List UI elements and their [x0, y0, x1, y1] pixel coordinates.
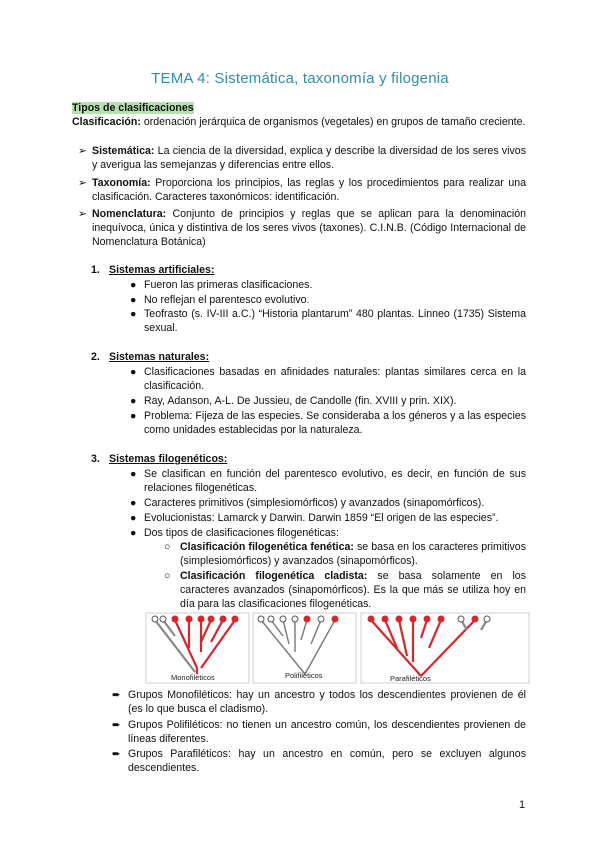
arrowhead-icon: ➢ [78, 145, 87, 157]
list-item-text: Fueron las primeras clasificaciones. [144, 279, 313, 291]
list-item-text: Caracteres primitivos (simplesiomórficos) y avanzados (sinapomórficos). [144, 497, 485, 509]
section-number: 1. [91, 264, 100, 276]
sub-item-text: se basa en los caracteres primitivos (simplesiomórficos) y avanzados (sinapomórficos). [180, 541, 526, 567]
section-title-artificiales [91, 263, 214, 277]
sub-list-item [164, 540, 526, 568]
section-title-text: Sistemas filogenéticos: [109, 453, 228, 465]
list-item-text: Ray, Adanson, A-L. De Jussieu, de Candolle (fin. XVIII y prin. XIX). [144, 395, 457, 407]
cladogram-parafileticos [361, 613, 529, 683]
sub-item-term: Clasificación filogenética cladista: [180, 570, 368, 582]
section-title-text: Sistemas naturales: [109, 351, 210, 363]
bullet-icon: ● [130, 308, 137, 320]
group-text: Grupos Monofiléticos: hay un ancestro y todos los descendientes provienen de él (es lo que busca el cladismo). [128, 689, 526, 715]
group-text: Grupos Polifiléticos: no tienen un ancestro común, los descendientes provienen de líneas diferentes. [128, 719, 526, 745]
list-item-text: Teofrasto (s. IV-III a.C.) “Historia plantarum” 480 plantas. Linneo (1735) Sistema sexual. [144, 308, 526, 334]
arrow-right-icon: ➨ [112, 689, 121, 701]
cladogram-svg [145, 612, 530, 684]
clasificacion-term: Clasificación: [72, 116, 141, 128]
list-item [130, 307, 526, 335]
bullet-icon: ● [130, 366, 137, 378]
list-item-text: Evolucionistas: Lamarck y Darwin. Darwin 1859 “El origen de las especies”. [144, 512, 499, 524]
bullet-icon: ● [130, 294, 137, 306]
list-item-text: Dos tipos de clasificaciones filogenéticas: [144, 527, 339, 539]
list-item [130, 278, 526, 292]
arrow-right-icon: ➨ [112, 748, 121, 760]
clasificacion-text: ordenación jerárquica de organismos (vegetales) en grupos de tamaño creciente. [143, 116, 526, 128]
definition-term: Sistemática: [92, 145, 155, 157]
list-item [130, 365, 526, 393]
section-title-filogeneticos [91, 452, 227, 466]
section-number: 3. [91, 453, 100, 465]
arrowhead-icon: ➢ [78, 177, 87, 189]
sub-list-item [164, 569, 526, 611]
bullet-icon: ● [130, 395, 137, 407]
list-item-text: Se clasifican en función del parentesco evolutivo, es decir, en función de sus relaciones filogenéticas. [144, 468, 526, 494]
section-title-naturales [91, 350, 209, 364]
definition-item [78, 176, 526, 204]
arrow-right-icon: ➨ [112, 719, 121, 731]
list-item [130, 511, 526, 525]
definition-term: Nomenclatura: [92, 208, 167, 220]
list-item [130, 293, 526, 307]
bullet-icon: ● [130, 410, 137, 422]
section-number: 2. [91, 351, 100, 363]
list-item-text: No reflejan el parentesco evolutivo. [144, 294, 310, 306]
section-title-text: Sistemas artificiales: [109, 264, 215, 276]
section-heading-text: Tipos de clasificaciones [72, 102, 194, 114]
group-item [112, 718, 526, 746]
bullet-icon: ● [130, 279, 137, 291]
cladogram-figure [145, 612, 530, 684]
list-item [130, 496, 526, 510]
bullet-icon: ● [130, 497, 137, 509]
page-number: 1 [519, 799, 526, 811]
bullet-icon: ● [130, 468, 137, 480]
list-item [130, 467, 526, 495]
list-item-text: Problema: Fijeza de las especies. Se consideraba a los géneros y a las especies como unidades establecidas por la naturaleza. [144, 410, 526, 436]
arrowhead-icon: ➢ [78, 208, 87, 220]
definition-text: La ciencia de la diversidad, explica y describe la diversidad de los seres vivos y averigua las semejanzas y diferencias entre ellos. [92, 145, 526, 171]
list-item-text: Clasificaciones basadas en afinidades naturales: plantas similares cerca en la clasificación. [144, 366, 526, 392]
group-text: Grupos Parafiléticos: hay un ancestro en común, pero se excluyen algunos descendientes. [128, 748, 526, 774]
list-item [130, 394, 526, 408]
group-item [112, 747, 526, 775]
group-item [112, 688, 526, 716]
list-item [130, 526, 526, 540]
figure-label-monofileticos: Monofiléticos [171, 673, 215, 682]
bullet-icon: ● [130, 512, 137, 524]
definition-item [78, 207, 526, 249]
definition-term: Taxonomía: [92, 177, 151, 189]
clasificacion-paragraph [72, 115, 526, 129]
sub-item-term: Clasificación filogenética fenética: [180, 541, 354, 553]
list-item [130, 409, 526, 437]
sub-item-text: se basa solamente en los caracteres avanzados (sinapomórficos). Es la que más se utiliza hoy en día para las clasificaciones filogenéticas. [180, 570, 526, 610]
definition-item [78, 144, 526, 172]
section-heading [72, 101, 194, 115]
figure-label-parafileticos: Parafiléticos [390, 674, 431, 683]
page-title: TEMA 4: Sistemática, taxonomía y filogenia [151, 70, 449, 87]
definition-text: Proporciona los principios, las reglas y los procedimientos para realizar una clasificación. Caracteres taxonómicos: identificación. [92, 177, 526, 203]
definition-text: Conjunto de principios y reglas que se aplican para la denominación inequívoca, única y distintiva de los seres vivos (taxones). C.I.N.B. (Código Internacional de Nomenclatura Botánica) [92, 208, 526, 248]
circle-bullet-icon: ○ [164, 570, 171, 582]
figure-label-polifileticos: Polifiléticos [285, 671, 323, 680]
circle-bullet-icon: ○ [164, 541, 171, 553]
bullet-icon: ● [130, 527, 137, 539]
